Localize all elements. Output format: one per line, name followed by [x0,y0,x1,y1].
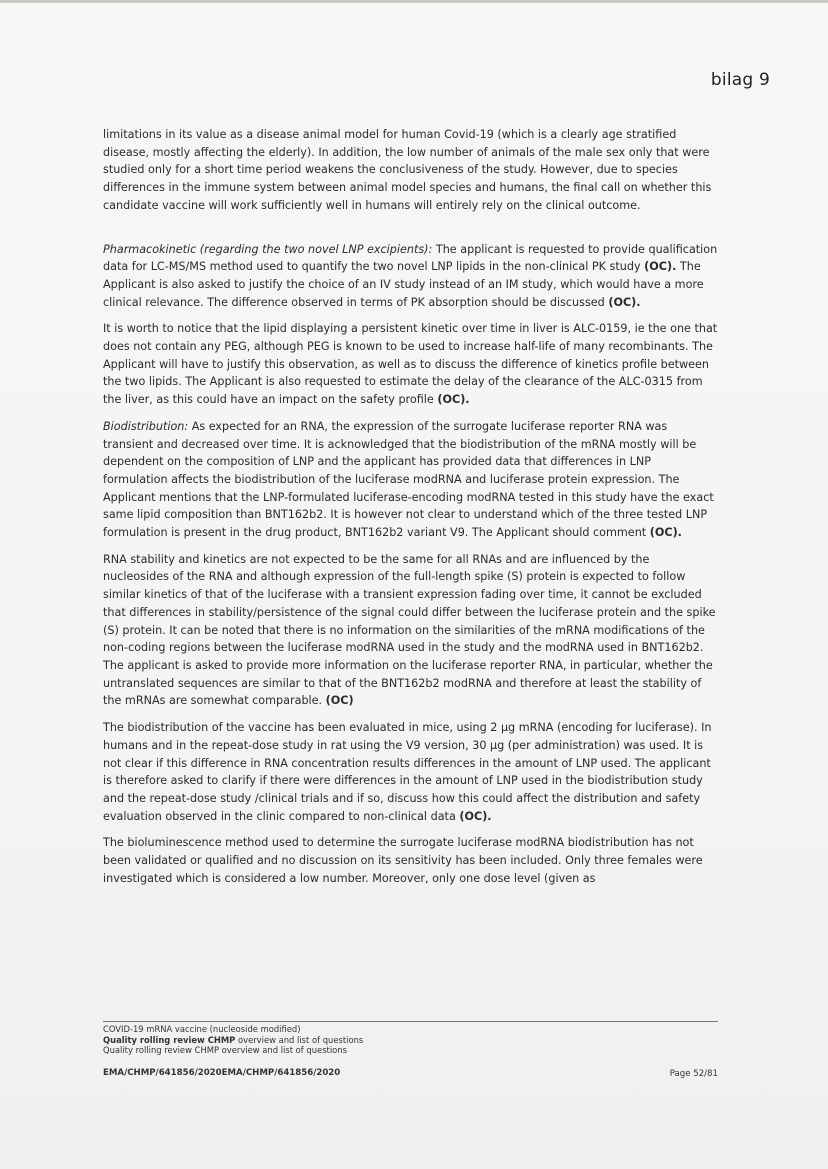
paragraph-text: It is worth to notice that the lipid displaying a persistent kinetic over time in liver is ALC-0159, ie the one that does not contain any PEG, although PEG is known to be used to increase half-life of many recombinants. The Applicant will have to justify this observation, as well as to discuss the difference of kinetics profile between the two lipids. The Applicant is also requested to estimate the delay of the clearance of the ALC-0315 from the liver, as this could have an impact on the safety profile [103,322,718,407]
footer-product-name: COVID-19 mRNA vaccine (nucleoside modified) [103,1024,301,1034]
paragraph-heading: Biodistribution: [103,419,189,433]
footer-document-title-repeat: Quality rolling review CHMP overview and list of questions [103,1045,347,1056]
outstanding-concern-label: (OC). [459,809,492,823]
paragraph-pharmacokinetic [103,241,718,312]
paragraph-biodistribution [103,418,718,542]
document-body [103,126,718,896]
paragraph-dose-comparison [103,719,718,825]
paragraph-animal-model [103,126,718,215]
paragraph-text: limitations in its value as a disease animal model for human Covid-19 (which is a clearly age stratified disease, mostly affecting the elderly). In addition, the low number of animals of the male sex only that were studied only for a short time period weakens the conclusiveness of the study. However, due to species differences in the immune system between animal model species and humans, the final call on whether this candidate vaccine will work sufficiently well in humans will entirely rely on the clinical outcome. [103,128,712,212]
paragraph-text: As expected for an RNA, the expression of the surrogate luciferase reporter RNA was transient and decreased over time. It is acknowledged that the biodistribution of the mRNA mostly will be dependent on the composition of LNP and the applicant has provided data that differences in LNP formulation affects the biodistribution of the luciferase modRNA and luciferase protein expression. The Applicant mentions that the LNP-formulated luciferase-encoding modRNA tested in this study have the exact same lipid composition than BNT162b2. It is however not clear to understand which of the three tested LNP formulation is present in the drug product, BNT162b2 variant V9. The Applicant should comment [103,419,714,540]
paragraph-text: The biodistribution of the vaccine has been evaluated in mice, using 2 µg mRNA (encoding for luciferase). In humans and in the repeat-dose study in rat using the V9 version, 30 µg (per administration) was used. It is not clear if this difference in RNA concentration results differences in the amount of LNP used. The applicant is therefore asked to clarify if there were differences in the amount of LNP used in the biodistribution study and the repeat-dose study /clinical trials and if so, discuss how this could affect the distribution and safety evaluation observed in the clinic compared to non-clinical data [103,721,712,823]
paragraph-heading: Pharmacokinetic (regarding the two novel LNP excipients): [103,242,433,256]
handwritten-annotation: bilag 9 [710,70,770,90]
outstanding-concern-label: (OC). [644,260,677,274]
paragraph-text: The bioluminescence method used to determine the surrogate luciferase modRNA biodistribution has not been validated or qualified and no discussion on its sensitivity has been included. Only three females were investigated which is considered a low number. Moreover, only one dose level (given as [103,836,703,885]
document-reference: EMA/CHMP/641856/2020EMA/CHMP/641856/2020 [103,1068,341,1078]
paragraph-rna-stability [103,551,718,710]
outstanding-concern-label: (OC). [437,393,470,407]
paragraph-text: The Applicant is also asked to justify the choice of an IV study instead of an IM study, which would have a more clinical relevance. The difference observed in terms of PK absorption should be discussed [103,260,704,309]
paragraph-text: RNA stability and kinetics are not expected to be the same for all RNAs and are influenced by the nucleosides of the RNA and although expression of the full-length spike (S) protein is expected to follow similar kinetics of that of the luciferase with a transient expression fading over time, it cannot be excluded that differences in stability/persistence of the signal could differ between the luciferase protein and the spike (S) protein. It can be noted that there is no information on the similarities of the mRNA modifications of the non-coding regions between the luciferase modRNA used in the study and the modRNA used in BNT162b2. The applicant is asked to provide more information on the luciferase reporter RNA, in particular, whether the untranslated sequences are similar to that of the BNT162b2 modRNA and therefore at least the stability of the mRNAs are somewhat comparable. [103,552,716,708]
page-footer [103,1021,718,1056]
outstanding-concern-label: (OC). [649,526,682,540]
scan-edge [0,0,828,3]
footer-document-title: Quality rolling review CHMP overview and list of questions [103,1034,364,1045]
outstanding-concern-label: (OC) [325,694,354,708]
paragraph-bioluminescence [103,834,718,887]
paragraph-text: The applicant is requested to provide qualification data for LC-MS/MS method used to quantify the two novel LNP lipids in the non-clinical PK study [103,242,718,274]
page-number: Page 52/81 [669,1069,718,1079]
outstanding-concern-label: (OC). [608,295,641,309]
paragraph-lipid-kinetics [103,320,718,409]
